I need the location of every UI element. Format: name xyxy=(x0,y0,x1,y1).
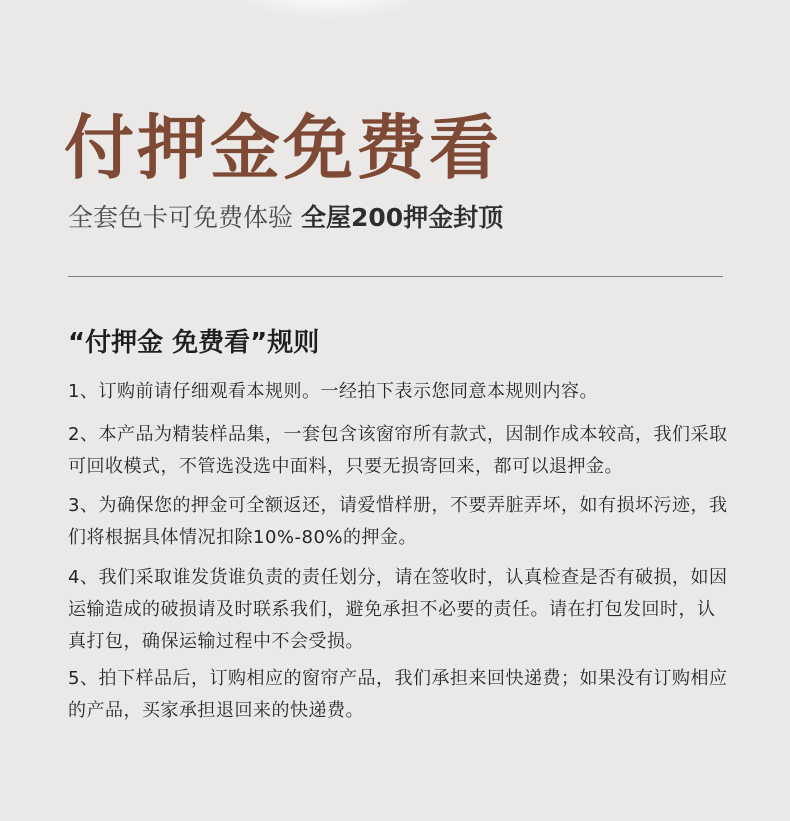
rule-item: 2、本产品为精装样品集，一套包含该窗帘所有款式，因制作成本较高，我们采取可回收模式，不管选没选中面料，只要无损寄回来，都可以退押金。 xyxy=(68,424,728,477)
top-light-glow xyxy=(230,0,430,20)
hero-title: 付押金免费看 xyxy=(64,107,502,189)
rule-item: 4、我们采取谁发货谁负责的责任划分，请在签收时，认真检查是否有破损，如因运输造成的破损请及时联系我们，避免承担不必要的责任。请在打包发回时，认真打包，确保运输过程中不会受损。 xyxy=(68,567,728,652)
subtitle-bold: 全屋200押金封顶 xyxy=(301,203,504,232)
subtitle-normal: 全套色卡可免费体验 xyxy=(68,203,294,232)
subtitle xyxy=(68,200,503,236)
rules-heading: “付押金 免费看”规则 xyxy=(68,328,320,358)
rule-item: 1、订购前请仔细观看本规则。一经拍下表示您同意本规则内容。 xyxy=(68,381,598,402)
section-divider xyxy=(68,276,723,277)
rule-item: 3、为确保您的押金可全额返还，请爱惜样册，不要弄脏弄坏，如有损坏污迹，我们将根据具体情况扣除10%-80%的押金。 xyxy=(68,495,728,548)
rule-item: 5、拍下样品后，订购相应的窗帘产品，我们承担来回快递费；如果没有订购相应的产品，买家承担退回来的快递费。 xyxy=(68,668,728,721)
